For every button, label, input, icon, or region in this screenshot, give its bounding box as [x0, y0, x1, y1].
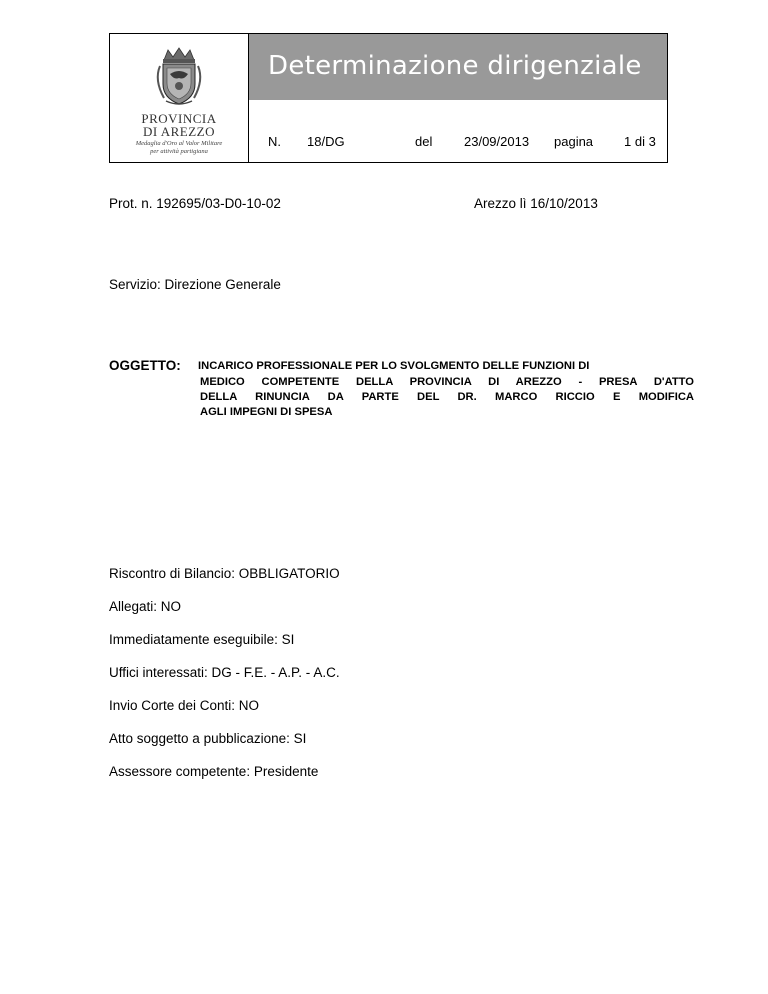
document-title: Determinazione dirigenziale [268, 51, 642, 81]
number-value: 18/DG [307, 134, 345, 149]
detail-assessore: Assessore competente: Presidente [109, 764, 319, 779]
oggetto-line-4: AGLI IMPEGNI DI SPESA [200, 406, 333, 418]
title-band [249, 34, 667, 100]
detail-eseguibile: Immediatamente eseguibile: SI [109, 632, 295, 647]
number-label: N. [268, 134, 281, 149]
detail-pubblicazione: Atto soggetto a pubblicazione: SI [109, 731, 307, 746]
oggetto-label: OGGETTO: [109, 358, 181, 373]
logo-motto-line1: Medaglia d'Oro al Valor Militare [135, 140, 223, 147]
date-label: del [415, 134, 433, 149]
oggetto-line-3: DELLA RINUNCIA DA PARTE DEL DR. MARCO RICCIO E MODIFICA [200, 391, 694, 403]
coat-of-arms-icon [150, 46, 208, 108]
page-value: 1 di 3 [624, 134, 656, 149]
logo-name-line1: PROVINCIA [141, 111, 217, 126]
oggetto-line-1: INCARICO PROFESSIONALE PER LO SVOLGMENTO DELLE FUNZIONI DI [198, 360, 590, 372]
detail-allegati: Allegati: NO [109, 599, 182, 614]
page-label: pagina [554, 134, 594, 149]
servizio: Servizio: Direzione Generale [109, 277, 281, 292]
place-date: Arezzo lì 16/10/2013 [474, 196, 598, 211]
logo-motto-line2: per attività partigiana [150, 148, 208, 155]
date-value: 23/09/2013 [464, 134, 530, 149]
protocol-number: Prot. n. 192695/03-D0-10-02 [109, 196, 281, 211]
detail-corte-conti: Invio Corte dei Conti: NO [109, 698, 260, 713]
logo-area [110, 34, 249, 162]
logo-name-line2: DI AREZZO [142, 124, 216, 139]
document-header [109, 33, 668, 163]
detail-riscontro: Riscontro di Bilancio: OBBLIGATORIO [109, 566, 340, 581]
oggetto-line-2: MEDICO COMPETENTE DELLA PROVINCIA DI AREZZO - PRESA D'ATTO [200, 376, 694, 388]
detail-uffici: Uffici interessati: DG - F.E. - A.P. - A.C. [109, 665, 340, 680]
